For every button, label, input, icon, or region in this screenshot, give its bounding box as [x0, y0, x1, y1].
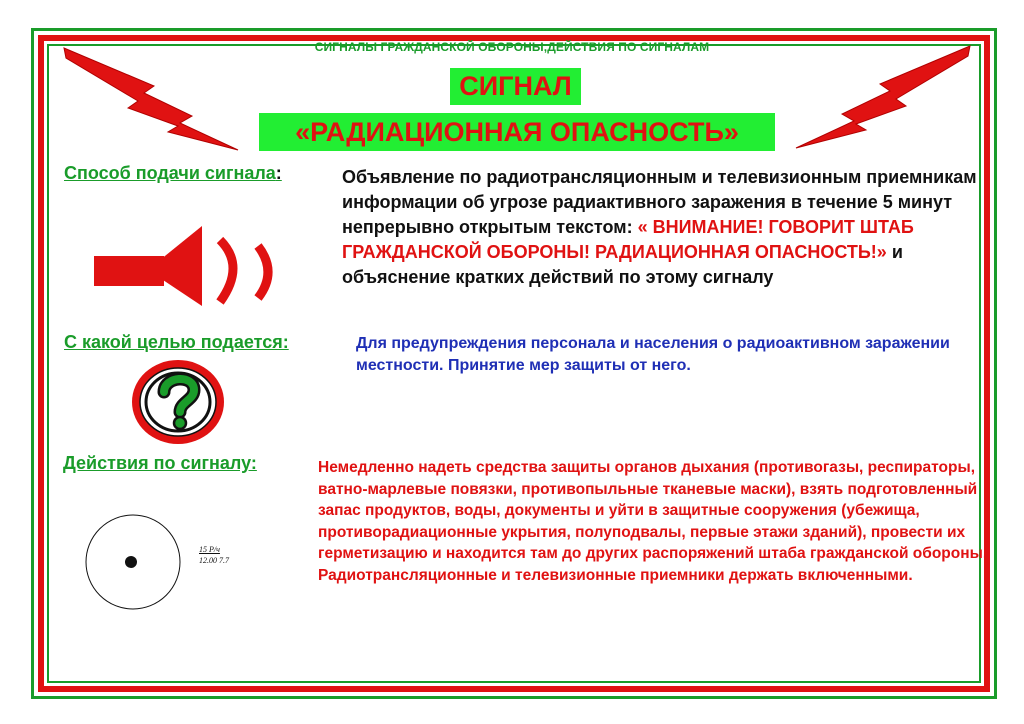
lightning-bolt-icon	[792, 44, 972, 152]
actions-label: Действия по сигналу:	[63, 453, 257, 473]
method-text-before: Объявление по радиотрансляционным и телевизионным приемникам информации об угрозе радиактивного заражения в течение 5 минут непрерывно открытым текстом:	[342, 167, 977, 237]
method-label	[64, 163, 282, 184]
method-text-highlight: « ВНИМАНИЕ! ГОВОРИТ ШТАБ ГРАЖДАНСКОЙ ОБОРОНЫ! РАДИАЦИОННАЯ ОПАСНОСТЬ!»	[342, 217, 914, 262]
signal-word: СИГНАЛ	[450, 68, 581, 105]
method-description	[342, 165, 992, 290]
method-label-colon: :	[275, 163, 282, 183]
page-header: СИГНАЛЫ ГРАЖДАНСКОЙ ОБОРОНЫ,ДЕЙСТВИЯ ПО СИГНАЛАМ	[314, 40, 710, 54]
lightning-bolt-icon	[62, 46, 242, 154]
signal-name: «РАДИАЦИОННАЯ ОПАСНОСТЬ»	[259, 113, 775, 151]
purpose-description: Для предупреждения персонала и населения о радиоактивном заражении местности. Принятие мер защиты от него.	[356, 335, 950, 374]
loudspeaker-icon	[94, 220, 284, 310]
meter-reading: 15 Р/ч	[199, 545, 220, 554]
question-mark-icon	[128, 356, 228, 448]
method-label-text: Способ подачи сигнала	[64, 163, 276, 183]
method-text-after: и объяснение кратких действий по этому сигналу	[342, 242, 903, 287]
purpose-label: С какой целью подается:	[64, 332, 289, 352]
meter-time: 12.00 7.7	[199, 556, 229, 565]
radiation-spot-icon	[84, 513, 182, 611]
actions-description: Немедленно надеть средства защиты органов дыхания (противогазы, респираторы, ватно-марлевые повязки, противопыльные тканевые маски), взять подготовленный запас продуктов, воды, документы и уйти в защитные сооружения (убежища, противорадиационные укрытия, полуподвалы, первые этажи зданий), провести их герметизацию и находится там до других распоряжений штаба гражданской обороны. Радиотрансляционные и телевизионные приемники держать включенными.	[318, 459, 988, 584]
